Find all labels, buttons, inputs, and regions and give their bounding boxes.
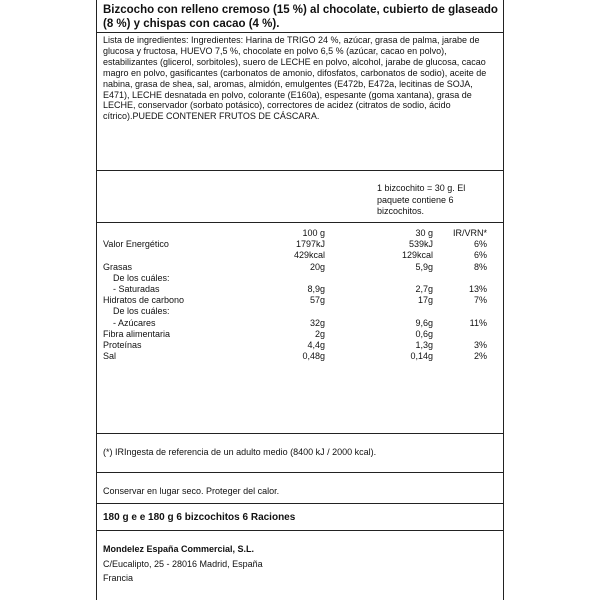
nutrition-header-row: [103, 228, 499, 239]
value-ir: 8%: [473, 261, 487, 272]
nutrient-name: Grasas: [103, 261, 133, 272]
nutrition-row: [103, 340, 499, 351]
value-per-30g: 0,14g: [410, 351, 433, 362]
product-title: Bizcocho con relleno cremoso (15 %) al chocolate, cubierto de glaseado (8 %) y chispas con cacao (4 %).: [103, 4, 498, 30]
nutrient-name: Sal: [103, 351, 117, 362]
value-per-30g: 2,7g: [415, 283, 433, 294]
value-per-100g: 57g: [309, 295, 325, 306]
value-per-30g: 1,3g: [415, 339, 433, 350]
value-ir: 6%: [473, 250, 487, 261]
value-per-30g: 17g: [417, 295, 433, 306]
header-ir: IR/VRN*: [452, 228, 487, 238]
value-ir: 3%: [473, 339, 487, 350]
nutrition-row: [103, 273, 499, 284]
nutrition-row: [103, 239, 499, 250]
nutrient-name: De los cuáles:: [113, 306, 170, 317]
nutrient-name: Valor Energético: [103, 239, 169, 250]
ingredients-list: Lista de ingredientes: Ingredientes: Harina de TRIGO 24 %, azúcar, grasa de palma, jarabe de glucosa y fructosa, HUEVO 7,5 %, chocolate en polvo 6,5 % (azúcar, cacao en polvo), estabilizantes (glicerol, sorbitoles), suero de LECHE en polvo, alcohol, jarabe de glucosa, cacao magro en polvo, gasificantes (carbonatos de amonio, difosfatos, carbonatos de sodio), aceite de nabina, grasa de shea, sal, aromas, almidón, emulgentes (E472b, E472a, lecitinas de SOJA, E471), LECHE desnatada en polvo, colorante (E160a), espesante (goma xantana), grasa de LECHE, conservador (sorbato potásico), correctores de acidez (citratos de sodio, ácido cítrico).PUEDE CONTENER FRUTOS DE CÁSCARA.: [103, 35, 487, 122]
company-info: [103, 542, 499, 586]
company-country: Francia: [103, 573, 134, 583]
nutrient-name: De los cuáles:: [113, 272, 170, 283]
value-per-100g: 2g: [314, 328, 325, 339]
header-per-100g: 100 g: [302, 228, 325, 238]
nutrition-row: [103, 250, 499, 261]
divider: [97, 170, 503, 171]
nutrient-name: Hidratos de carbono: [103, 295, 185, 306]
value-per-30g: 9,6g: [415, 317, 433, 328]
nutrient-name: Fibra alimentaria: [103, 328, 171, 339]
value-ir: 11%: [469, 317, 487, 328]
net-weight: 180 g e e 180 g 6 bizcochitos 6 Raciones: [103, 512, 296, 523]
storage-instructions: Conservar en lugar seco. Proteger del calor.: [103, 486, 280, 496]
reference-note: (*) IRIngesta de referencia de un adulto medio (8400 kJ / 2000 kcal).: [103, 447, 377, 457]
nutrition-row: [103, 284, 499, 295]
nutrition-row: [103, 295, 499, 306]
value-per-100g: 8,9g: [307, 283, 325, 294]
divider: [97, 222, 503, 223]
value-per-100g: 4,4g: [307, 339, 325, 350]
divider: [97, 503, 503, 504]
header-per-30g: 30 g: [415, 228, 433, 238]
value-per-30g: 5,9g: [415, 261, 433, 272]
company-name: Mondelez España Commercial, S.L.: [103, 544, 255, 554]
value-per-100g: 32g: [309, 317, 325, 328]
divider: [97, 32, 503, 33]
value-per-100g: 429kcal: [293, 250, 325, 261]
value-ir: 2%: [473, 351, 487, 362]
value-per-100g: 0,48g: [302, 351, 325, 362]
value-ir: 7%: [473, 295, 487, 306]
divider: [97, 472, 503, 473]
nutrition-label: [96, 0, 504, 600]
nutrient-name: - Azúcares: [113, 317, 156, 328]
nutrition-row: [103, 262, 499, 273]
divider: [97, 433, 503, 434]
value-per-30g: 0,6g: [415, 328, 433, 339]
nutrition-table: [103, 228, 499, 362]
nutrition-row: [103, 351, 499, 362]
value-ir: 13%: [468, 283, 487, 294]
divider: [97, 530, 503, 531]
nutrient-name: - Saturadas: [113, 283, 160, 294]
value-ir: 6%: [473, 239, 487, 250]
value-per-30g: 129kcal: [401, 250, 433, 261]
nutrition-row: [103, 329, 499, 340]
company-address: C/Eucalipto, 25 - 28016 Madrid, España: [103, 558, 263, 569]
value-per-30g: 539kJ: [408, 239, 433, 250]
nutrient-name: Proteínas: [103, 339, 142, 350]
value-per-100g: 1797kJ: [295, 239, 325, 250]
nutrition-row: [103, 306, 499, 317]
nutrition-row: [103, 318, 499, 329]
serving-info: 1 bizcochito = 30 g. El paquete contiene 6 bizcochitos.: [377, 183, 466, 216]
value-per-100g: 20g: [309, 261, 325, 272]
